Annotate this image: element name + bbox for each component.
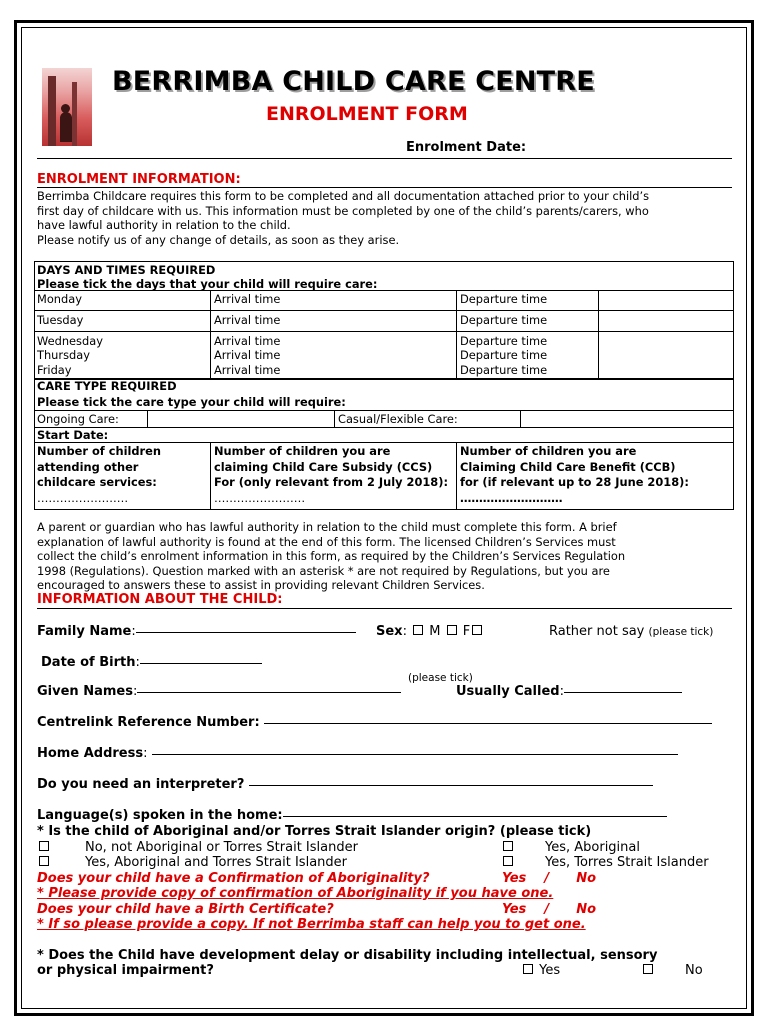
centre-title: BERRIMBA CHILD CARE CENTRE (112, 66, 595, 97)
care-type-instruction: Please tick the care type your child will require: (37, 395, 346, 409)
care-type-heading: CARE TYPE REQUIRED (37, 379, 177, 393)
birth-certificate-note: * If so please provide a copy. If not Berrimba staff can help you to get one. (37, 917, 586, 932)
day-friday[interactable]: Friday (37, 363, 72, 377)
divider (37, 608, 732, 609)
enrolment-info-heading: ENROLMENT INFORMATION: (37, 172, 241, 187)
departure-label: Departure time (460, 348, 548, 362)
birth-certificate-question: Does your child have a Birth Certificate? (37, 902, 334, 917)
date-of-birth-field[interactable]: Date of Birth: (41, 656, 262, 670)
day-tuesday[interactable]: Tuesday (37, 313, 84, 327)
option-not-aboriginal[interactable]: No, not Aboriginal or Torres Strait Islander (37, 841, 358, 855)
arrival-label: Arrival time (214, 363, 281, 377)
sex-field[interactable]: Sex: M F (376, 625, 484, 639)
checkbox-icon[interactable] (39, 856, 49, 866)
departure-label: Departure time (460, 292, 548, 306)
option-yes-aboriginal[interactable]: Yes, Aboriginal (501, 841, 640, 855)
days-heading: DAYS AND TIMES REQUIRED (37, 263, 216, 277)
form-subtitle: ENROLMENT FORM (266, 103, 468, 125)
option-yes-tsi[interactable]: Yes, Torres Strait Islander (501, 856, 709, 870)
checkbox-icon[interactable] (643, 964, 653, 974)
home-address-field[interactable]: Home Address: (37, 747, 678, 761)
interpreter-field[interactable]: Do you need an interpreter? (37, 778, 653, 792)
option-aboriginal-and-tsi[interactable]: Yes, Aboriginal and Torres Strait Islander (37, 856, 347, 870)
checkbox-icon[interactable] (413, 625, 423, 635)
birth-certificate-yes-no[interactable]: Yes / No (502, 902, 597, 917)
checkbox-icon[interactable] (39, 841, 49, 851)
divider (37, 187, 732, 188)
day-wednesday[interactable]: Wednesday (37, 334, 103, 348)
day-thursday[interactable]: Thursday (37, 348, 90, 362)
confirmation-copy-note: * Please provide copy of confirmation of Aboriginality if you have one. (37, 886, 554, 901)
days-instruction: Please tick the days that your child will require care: (37, 277, 378, 291)
centre-logo-image (42, 68, 92, 146)
enrolment-info-paragraph: Berrimba Childcare requires this form to be completed and all documentation attached prior to your child’s first day of childcare with us. This information must be completed by one of the child’s parents/carers, who have lawful authority in relation to the child. Please notify us of any change of details, as soon as they arise. (37, 189, 650, 247)
confirmation-yes-no[interactable]: Yes / No (502, 871, 597, 886)
enrolment-date-label: Enrolment Date: (406, 140, 527, 155)
rather-not-say-option[interactable]: Rather not say (please tick) (549, 624, 714, 639)
start-date-label[interactable]: Start Date: (37, 428, 109, 442)
arrival-label: Arrival time (214, 292, 281, 306)
checkbox-icon[interactable] (503, 856, 513, 866)
aboriginal-question: * Is the child of Aboriginal and/or Torres Strait Islander origin? (please tick) (37, 824, 592, 839)
checkbox-icon[interactable] (447, 625, 457, 635)
family-name-field[interactable]: Family Name: (37, 625, 356, 639)
checkbox-icon[interactable] (472, 625, 482, 635)
development-delay-question-cont: or physical impairment? (37, 963, 214, 978)
development-yes-option[interactable]: Yes (521, 964, 560, 978)
given-names-field[interactable]: Given Names: (37, 685, 401, 699)
ccb-count[interactable]: Number of children you are Claiming Child Care Benefit (CCB) for (if relevant up to 28 June 2018): ……………………… (460, 444, 689, 505)
ccs-count[interactable]: Number of children you are claiming Child Care Subsidy (CCS) For (only relevant from 2 July 2018): …………………… (214, 444, 448, 505)
lawful-authority-paragraph: A parent or guardian who has lawful authority in relation to the child must complete this form. A brief explanation of lawful authority is found at the end of this form. The licensed Children’s Services must collect the child’s enrolment information in this form, as required by the Children’s Services Regulation 1998 (Regulations). Question marked with an asterisk * are not required by Regulations, but you are encouraged to answers these to assist in providing relevant Children Services. (37, 520, 626, 593)
checkbox-icon[interactable] (523, 964, 533, 974)
arrival-label: Arrival time (214, 313, 281, 327)
departure-label: Departure time (460, 334, 548, 348)
usually-called-field[interactable]: Usually Called: (456, 685, 682, 699)
arrival-label: Arrival time (214, 348, 281, 362)
please-tick-note: (please tick) (408, 672, 473, 684)
ongoing-care-option[interactable]: Ongoing Care: (37, 412, 119, 426)
departure-label: Departure time (460, 313, 548, 327)
confirmation-aboriginality-question: Does your child have a Confirmation of Aboriginality? (37, 871, 430, 886)
casual-care-option[interactable]: Casual/Flexible Care: (338, 412, 458, 426)
centrelink-reference-field[interactable]: Centrelink Reference Number: (37, 716, 712, 730)
arrival-label: Arrival time (214, 334, 281, 348)
enrolment-date-line[interactable] (37, 158, 732, 159)
language-field[interactable]: Language(s) spoken in the home: (37, 809, 667, 823)
child-info-heading: INFORMATION ABOUT THE CHILD: (37, 592, 283, 607)
day-monday[interactable]: Monday (37, 292, 82, 306)
other-childcare-count[interactable]: Number of children attending other childcare services: …………………… (37, 444, 161, 505)
development-delay-question: * Does the Child have development delay or disability including intellectual, sensory (37, 948, 658, 963)
development-no-option[interactable]: No (641, 964, 703, 978)
departure-label: Departure time (460, 363, 548, 377)
checkbox-icon[interactable] (503, 841, 513, 851)
